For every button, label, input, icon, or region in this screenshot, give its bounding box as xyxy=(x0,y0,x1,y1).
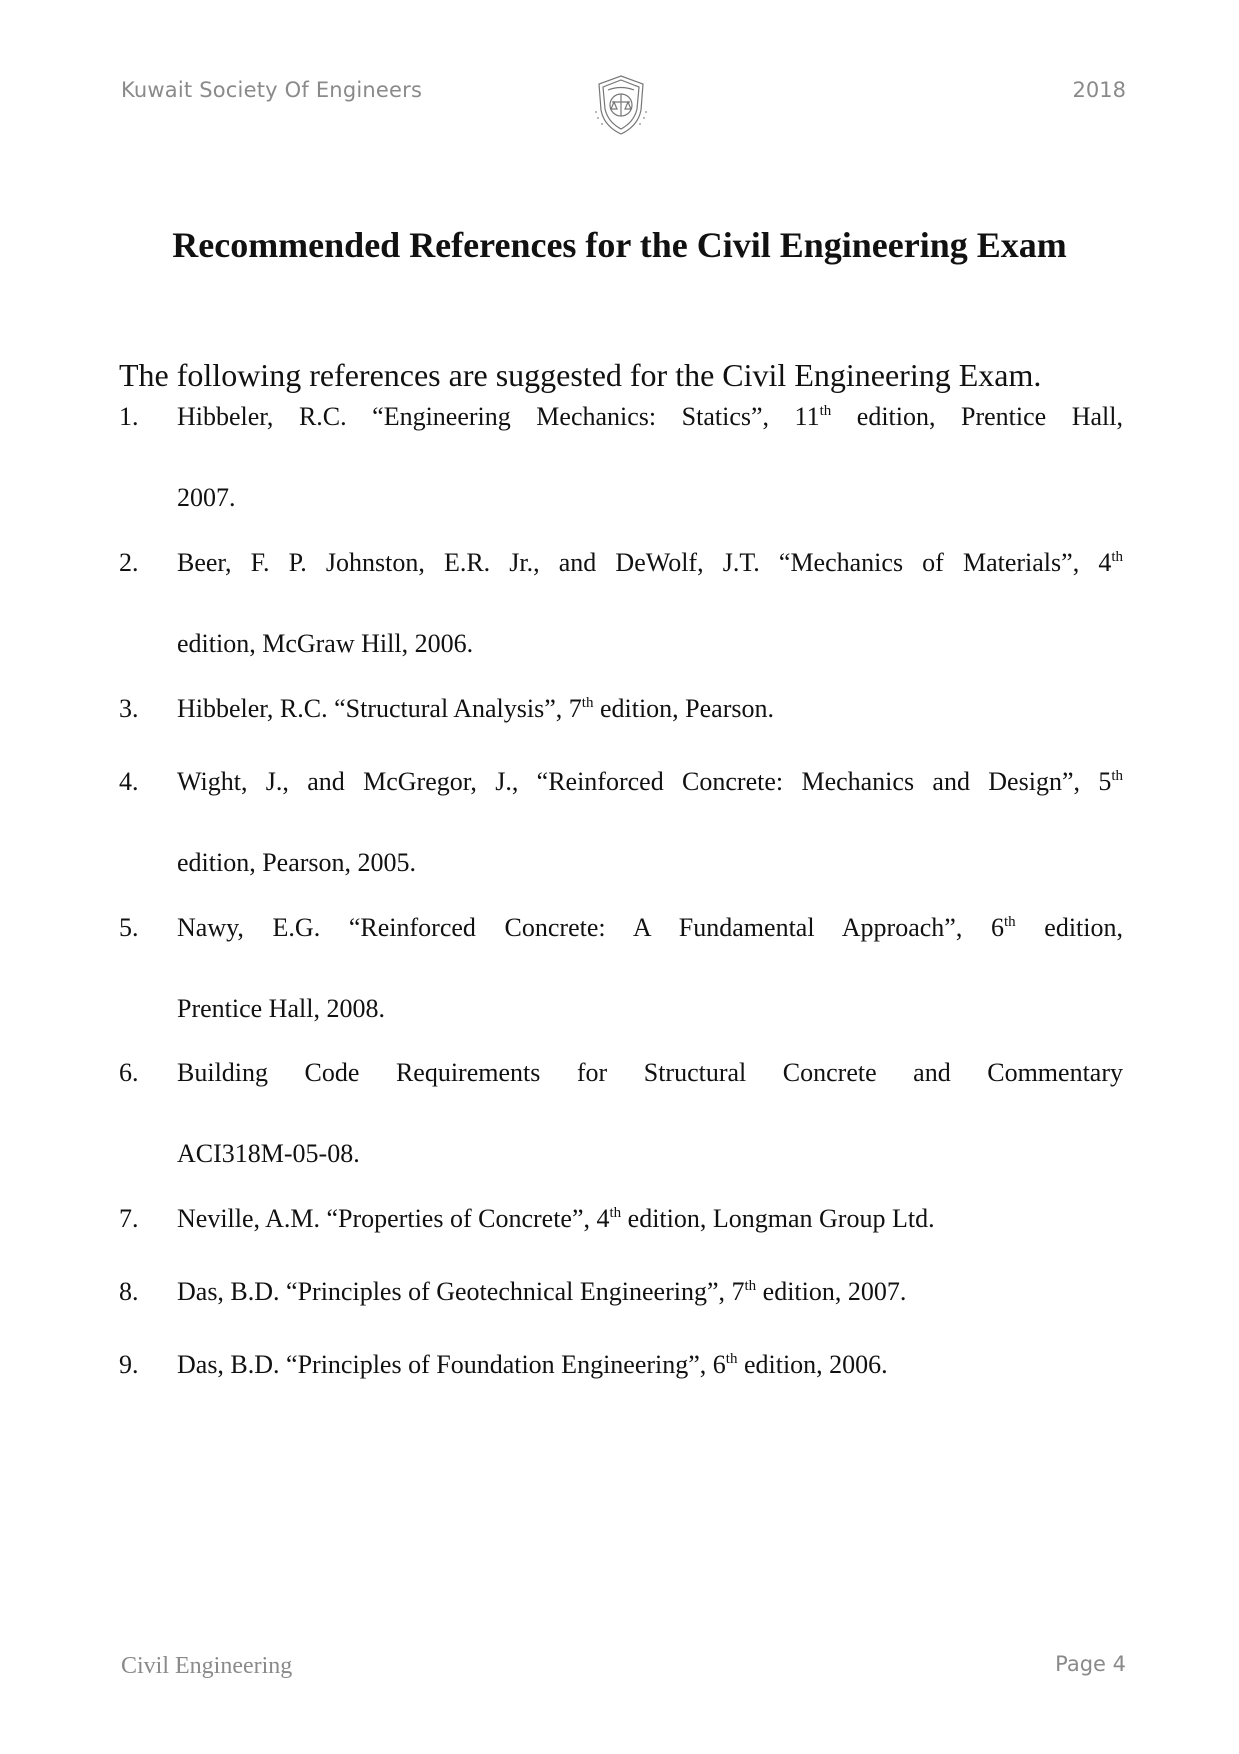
footer-page-number: Page 4 xyxy=(1055,1652,1126,1676)
reference-text-tail: edition, 2007. xyxy=(756,1277,907,1306)
reference-number: 2. xyxy=(119,548,139,577)
reference-text-main: Hibbeler, R.C. “Structural Analysis”, 7 xyxy=(177,694,582,723)
reference-text xyxy=(177,887,1123,1049)
reference-text-main: Beer, F. P. Johnston, E.R. Jr., and DeWolf, J.T. “Mechanics of Materials”, 4 xyxy=(177,548,1112,577)
reference-superscript: th xyxy=(609,1205,622,1221)
reference-line-1 xyxy=(177,668,1123,749)
reference-text-main: Hibbeler, R.C. “Engineering Mechanics: Statics”, 11 xyxy=(177,402,820,431)
reference-text xyxy=(177,741,1123,903)
reference-text-main: Nawy, E.G. “Reinforced Concrete: A Fundamental Approach”, 6 xyxy=(177,913,1004,942)
reference-text-tail: edition, Prentice Hall, xyxy=(831,402,1123,431)
reference-text xyxy=(177,1251,1123,1332)
reference-superscript: th xyxy=(725,1351,738,1367)
reference-superscript: th xyxy=(1111,768,1123,784)
reference-text xyxy=(177,376,1123,538)
reference-text-tail: edition, xyxy=(1015,913,1123,942)
reference-number: 5. xyxy=(119,913,139,942)
society-emblem-logo xyxy=(590,72,652,138)
reference-line-1 xyxy=(177,1324,1123,1405)
reference-superscript: th xyxy=(1111,549,1123,565)
reference-number: 8. xyxy=(119,1277,139,1306)
reference-line-2: 2007. xyxy=(177,483,236,512)
reference-line-1 xyxy=(177,1032,1123,1113)
reference-line-1 xyxy=(177,376,1123,457)
reference-superscript: th xyxy=(744,1278,757,1294)
reference-text-tail: edition, Pearson. xyxy=(593,694,774,723)
reference-line-2: edition, McGraw Hill, 2006. xyxy=(177,629,474,658)
reference-line-2: edition, Pearson, 2005. xyxy=(177,848,417,877)
reference-line-1 xyxy=(177,1178,1123,1259)
reference-number: 6. xyxy=(119,1058,139,1087)
reference-text-main: Das, B.D. “Principles of Foundation Engineering”, 6 xyxy=(177,1350,726,1379)
reference-text xyxy=(177,668,1123,749)
footer-section-label: Civil Engineering xyxy=(121,1653,293,1679)
reference-number: 1. xyxy=(119,402,139,431)
reference-text-tail: edition, 2006. xyxy=(737,1350,888,1379)
reference-line-1 xyxy=(177,522,1123,603)
reference-number: 9. xyxy=(119,1350,139,1379)
reference-number: 3. xyxy=(119,694,139,723)
header-organization: Kuwait Society Of Engineers xyxy=(121,78,423,102)
reference-line-1 xyxy=(177,887,1123,968)
reference-line-1 xyxy=(177,741,1123,822)
reference-superscript: th xyxy=(1003,914,1016,930)
reference-line-2: Prentice Hall, 2008. xyxy=(177,994,385,1023)
reference-number: 7. xyxy=(119,1204,139,1233)
reference-text xyxy=(177,1032,1123,1194)
reference-text-tail: edition, Longman Group Ltd. xyxy=(621,1204,935,1233)
reference-text-main: Wight, J., and McGregor, J., “Reinforced Concrete: Mechanics and Design”, 5 xyxy=(177,767,1112,796)
header-year: 2018 xyxy=(1072,78,1126,102)
reference-text-main: Das, B.D. “Principles of Geotechnical Engineering”, 7 xyxy=(177,1277,745,1306)
reference-text-main: Neville, A.M. “Properties of Concrete”, 4 xyxy=(177,1204,610,1233)
page-title: Recommended References for the Civil Engineering Exam xyxy=(172,225,1067,265)
reference-superscript: th xyxy=(581,695,594,711)
reference-text xyxy=(177,1324,1123,1405)
intro-paragraph: The following references are suggested for the Civil Engineering Exam. xyxy=(119,357,1042,393)
reference-text xyxy=(177,522,1123,684)
reference-text-main: Building Code Requirements for Structural Concrete and Commentary xyxy=(177,1058,1123,1087)
reference-text xyxy=(177,1178,1123,1259)
reference-number: 4. xyxy=(119,767,139,796)
reference-superscript: th xyxy=(819,403,832,419)
reference-line-1 xyxy=(177,1251,1123,1332)
reference-line-2: ACI318M-05-08. xyxy=(177,1139,360,1168)
